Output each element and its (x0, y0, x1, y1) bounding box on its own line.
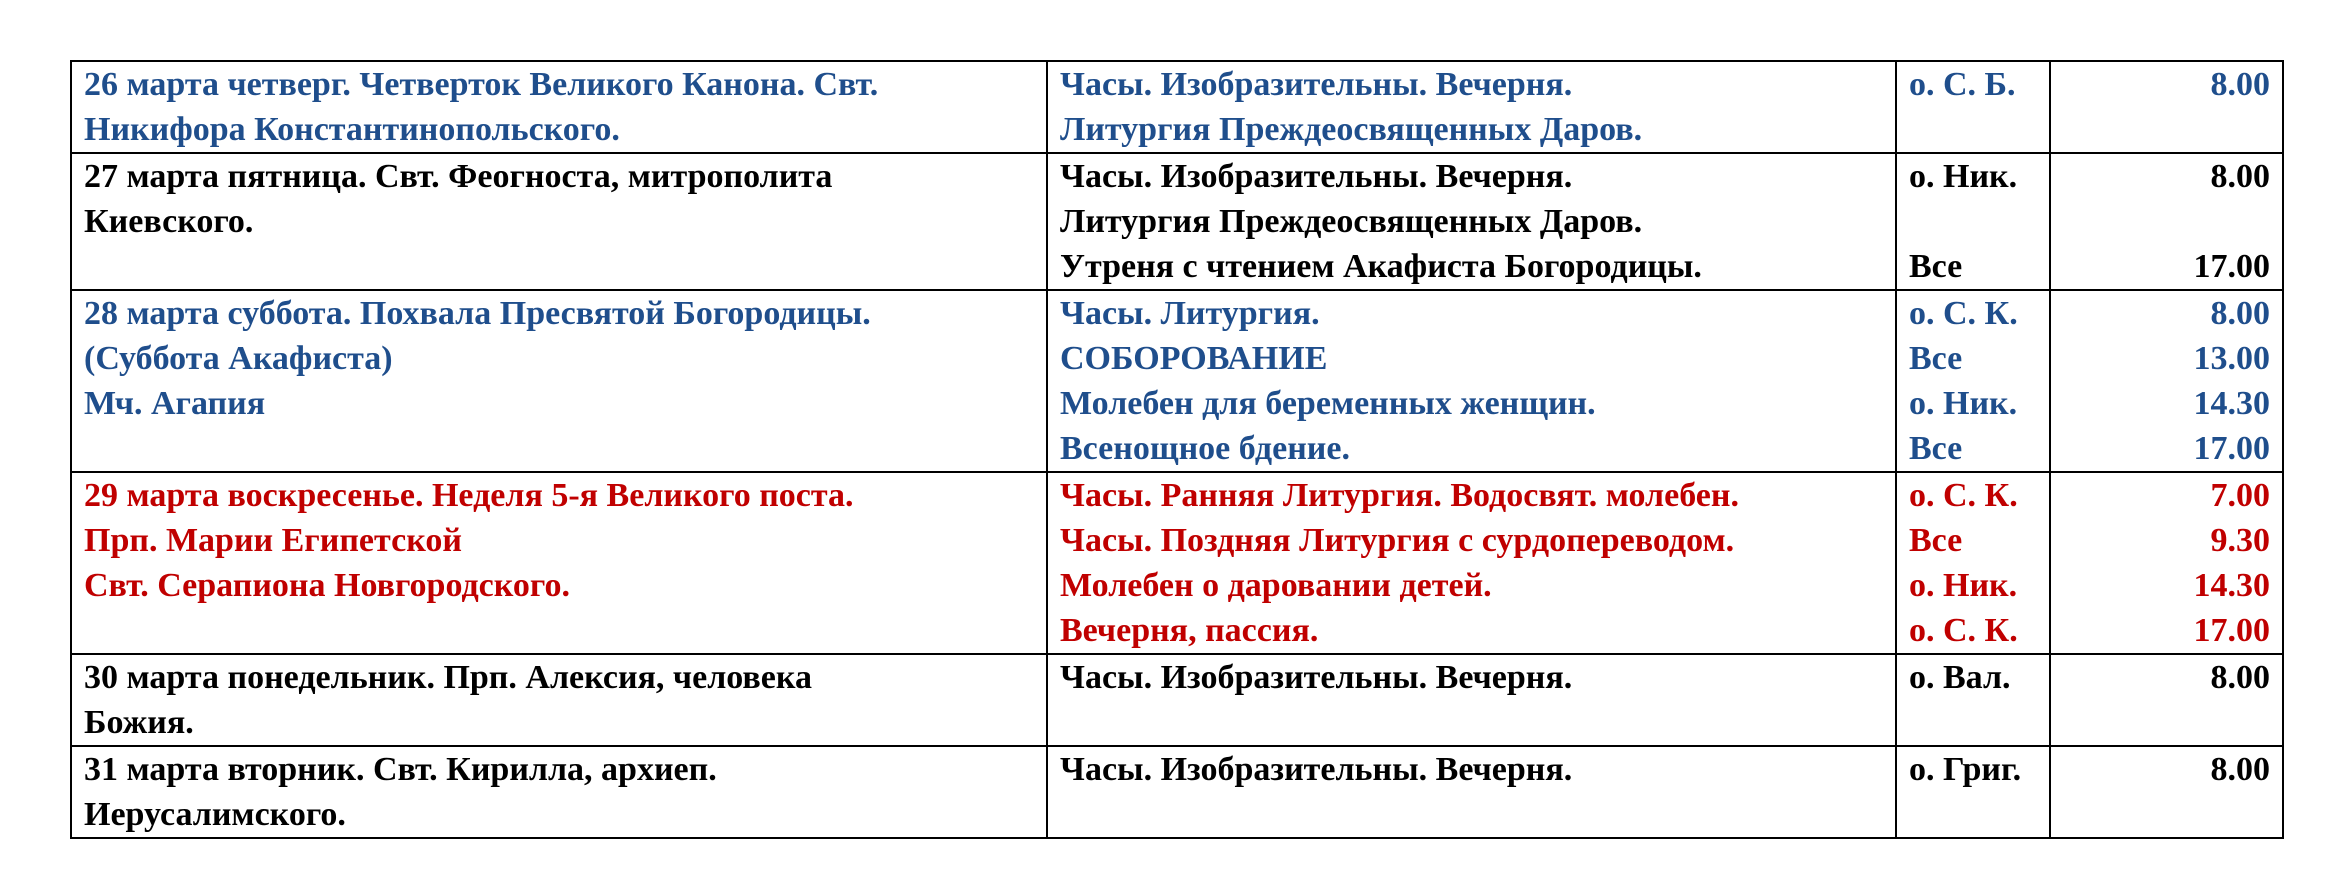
schedule-row (71, 153, 2283, 290)
time-cell (2050, 472, 2283, 654)
date-line: 30 марта понедельник. Прп. Алексия, человека (84, 659, 812, 696)
time-line: 14.30 (2193, 567, 2270, 604)
priest-cell (1896, 61, 2050, 153)
time-line: 17.00 (2193, 248, 2270, 285)
service-line: Вечерня, пассия. (1060, 612, 1319, 649)
date-cell (71, 654, 1047, 746)
time-cell (2050, 746, 2283, 838)
date-cell (71, 153, 1047, 290)
priest-cell (1896, 654, 2050, 746)
service-line: Молебен для беременных женщин. (1060, 385, 1596, 422)
date-line: Прп. Марии Египетской (84, 522, 462, 559)
date-cell (71, 472, 1047, 654)
date-cell (71, 290, 1047, 472)
priest-line: Все (1909, 430, 1963, 467)
time-line: 9.30 (2210, 522, 2270, 559)
time-line: 8.00 (2210, 295, 2270, 332)
service-line: Часы. Поздняя Литургия с сурдопереводом. (1060, 522, 1735, 559)
time-line (2063, 792, 2270, 837)
service-cell (1047, 746, 1896, 838)
priest-line: о. С. К. (1909, 612, 2018, 649)
service-line: СОБОРОВАНИЕ (1060, 340, 1328, 377)
priest-cell (1896, 746, 2050, 838)
time-cell (2050, 61, 2283, 153)
date-line (84, 426, 1034, 471)
schedule-body (71, 61, 2283, 838)
service-line: Литургия Преждеосвященных Даров. (1060, 203, 1643, 240)
service-line: Часы. Литургия. (1060, 295, 1320, 332)
priest-cell (1896, 290, 2050, 472)
date-line: 26 марта четверг. Четверток Великого Канона. Свт. (84, 66, 879, 103)
priest-line: о. Вал. (1909, 659, 2011, 696)
schedule-table (70, 60, 2284, 839)
priest-line: Все (1909, 340, 1963, 377)
service-line: Часы. Изобразительны. Вечерня. (1060, 751, 1573, 788)
priest-line: о. Ник. (1909, 158, 2018, 195)
date-line: 29 марта воскресенье. Неделя 5-я Великого поста. (84, 477, 854, 514)
time-cell (2050, 654, 2283, 746)
date-line: Киевского. (84, 203, 254, 240)
time-cell (2050, 153, 2283, 290)
service-line: Часы. Изобразительны. Вечерня. (1060, 659, 1573, 696)
service-cell (1047, 153, 1896, 290)
time-line: 8.00 (2210, 66, 2270, 103)
time-line: 17.00 (2193, 612, 2270, 649)
service-line: Часы. Изобразительны. Вечерня. (1060, 158, 1573, 195)
priest-line (1909, 700, 2037, 745)
time-line: 8.00 (2210, 158, 2270, 195)
time-line: 8.00 (2210, 751, 2270, 788)
date-line: 27 марта пятница. Свт. Феогноста, митрополита (84, 158, 833, 195)
priest-line (1909, 792, 2037, 837)
priest-line: Все (1909, 522, 1963, 559)
date-line: Иерусалимского. (84, 796, 346, 833)
date-line (84, 608, 1034, 653)
date-cell (71, 61, 1047, 153)
service-cell (1047, 290, 1896, 472)
date-line (84, 244, 1034, 289)
service-cell (1047, 472, 1896, 654)
priest-line: Все (1909, 248, 1963, 285)
date-line: Никифора Константинопольского. (84, 111, 620, 148)
schedule-sheet (70, 60, 2282, 839)
priest-line (1909, 107, 2037, 152)
schedule-row (71, 746, 2283, 838)
service-line: Утреня с чтением Акафиста Богородицы. (1060, 248, 1702, 285)
priest-cell (1896, 472, 2050, 654)
priest-line: о. Ник. (1909, 567, 2018, 604)
date-line: Мч. Агапия (84, 385, 266, 422)
service-line: Литургия Преждеосвященных Даров. (1060, 111, 1643, 148)
service-line: Часы. Ранняя Литургия. Водосвят. молебен. (1060, 477, 1739, 514)
schedule-row (71, 61, 2283, 153)
service-line: Часы. Изобразительны. Вечерня. (1060, 66, 1573, 103)
service-cell (1047, 61, 1896, 153)
schedule-row (71, 654, 2283, 746)
time-line: 14.30 (2193, 385, 2270, 422)
time-line: 13.00 (2193, 340, 2270, 377)
service-line (1060, 700, 1883, 745)
service-line: Молебен о даровании детей. (1060, 567, 1492, 604)
time-line (2063, 107, 2270, 152)
priest-line (1909, 199, 2037, 244)
time-line (2063, 700, 2270, 745)
date-line: Божия. (84, 704, 194, 741)
service-line (1060, 792, 1883, 837)
date-line: 31 марта вторник. Свт. Кирилла, архиеп. (84, 751, 717, 788)
service-cell (1047, 654, 1896, 746)
date-line: 28 марта суббота. Похвала Пресвятой Богородицы. (84, 295, 871, 332)
priest-line: о. С. К. (1909, 295, 2018, 332)
date-cell (71, 746, 1047, 838)
time-line: 8.00 (2210, 659, 2270, 696)
priest-line: о. С. Б. (1909, 66, 2016, 103)
time-line: 17.00 (2193, 430, 2270, 467)
time-line (2063, 199, 2270, 244)
schedule-row (71, 290, 2283, 472)
priest-line: о. Ник. (1909, 385, 2018, 422)
time-cell (2050, 290, 2283, 472)
schedule-row (71, 472, 2283, 654)
priest-line: о. С. К. (1909, 477, 2018, 514)
time-line: 7.00 (2210, 477, 2270, 514)
priest-line: о. Григ. (1909, 751, 2022, 788)
priest-cell (1896, 153, 2050, 290)
service-line: Всенощное бдение. (1060, 430, 1350, 467)
date-line: (Суббота Акафиста) (84, 340, 393, 377)
date-line: Свт. Серапиона Новгородского. (84, 567, 571, 604)
